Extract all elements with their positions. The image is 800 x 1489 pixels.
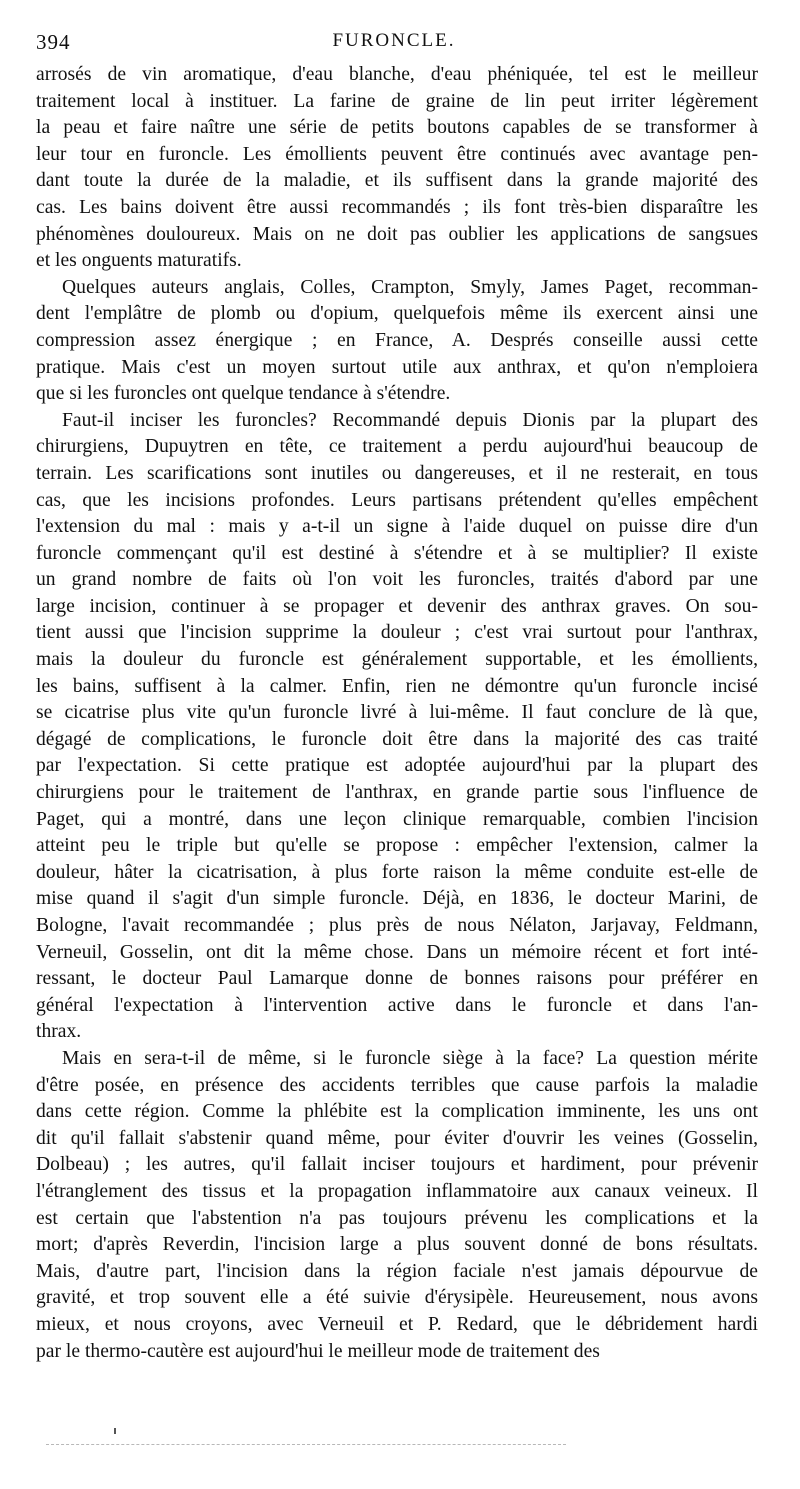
text-line: la peau et faire naître une série de petits boutons capables de se transformer à [36, 117, 758, 139]
text-line: mais la douleur du furoncle est généralement supportable, et les émollients, [36, 649, 758, 671]
text-line: mort; d'après Reverdin, l'incision large a plus souvent donné de bons résultats. [36, 1234, 758, 1256]
footer-rule [46, 1444, 566, 1445]
text-line: terrain. Les scarifications sont inutiles ou dangereuses, et il ne resterait, en tous [36, 462, 758, 484]
paragraph [36, 1046, 758, 1365]
text-line: dit qu'il fallait s'abstenir quand même, pour éviter d'ouvrir les veines (Gosselin, [36, 1127, 758, 1149]
text-line: ressant, le docteur Paul Lamarque donne de bonnes raisons pour préférer en [36, 968, 758, 990]
paragraph [36, 62, 758, 275]
text-line: par l'expectation. Si cette pratique est adoptée aujourd'hui par la plupart des [36, 755, 758, 777]
running-title: FURONCLE. [332, 30, 456, 51]
paragraph [36, 275, 758, 408]
text-line: douleur, hâter la cicatrisation, à plus forte raison la même conduite est-elle de [36, 861, 758, 883]
text-line: chirurgiens, Dupuytren en tête, ce traitement a perdu aujourd'hui beaucoup de [36, 436, 758, 458]
text-line: atteint peu le triple but qu'elle se propose : empêcher l'extension, calmer la [36, 835, 758, 857]
text-line: thrax. [36, 1021, 82, 1043]
text-line: l'étranglement des tissus et la propagation inflammatoire aux canaux veineux. Il [36, 1180, 758, 1202]
print-mark [114, 1428, 116, 1434]
text-line: se cicatrise plus vite qu'un furoncle livré à lui-même. Il faut conclure de là que, [36, 702, 758, 724]
text-line: tient aussi que l'incision supprime la douleur ; c'est vrai surtout pour l'anthrax, [36, 622, 758, 644]
text-line: compression assez énergique ; en France, A. Després conseille aussi cette [36, 329, 758, 351]
body-text [36, 62, 758, 1365]
text-line: traitement local à instituer. La farine de graine de lin peut irriter légèrement [36, 90, 758, 112]
text-line: les bains, suffisent à la calmer. Enfin, rien ne démontre qu'un furoncle incisé [36, 675, 758, 697]
text-line: gravité, et trop souvent elle a été suivie d'érysipèle. Heureusement, nous avons [36, 1287, 758, 1309]
text-line: chirurgiens pour le traitement de l'anthrax, en grande partie sous l'influence de [36, 782, 758, 804]
text-line: dégagé de complications, le furoncle doit être dans la majorité des cas traité [36, 728, 758, 750]
text-line: cas, que les incisions profondes. Leurs partisans prétendent qu'elles empêchent [36, 489, 758, 511]
text-line: mise quand il s'agit d'un simple furoncle. Déjà, en 1836, le docteur Marini, de [36, 888, 758, 910]
text-line: furoncle commençant qu'il est destiné à s'étendre et à se multiplier? Il existe [36, 542, 758, 564]
text-line: par le thermo-cautère est aujourd'hui le meilleur mode de traitement des [36, 1340, 600, 1362]
text-line: dant toute la durée de la maladie, et ils suffisent dans la grande majorité des [36, 170, 758, 192]
text-line: cas. Les bains doivent être aussi recommandés ; ils font très-bien disparaître les [36, 196, 758, 218]
text-line: un grand nombre de faits où l'on voit les furoncles, traités d'abord par une [36, 569, 758, 591]
text-line: dent l'emplâtre de plomb ou d'opium, quelquefois même ils exercent ainsi une [36, 303, 758, 325]
text-line: général l'expectation à l'intervention active dans le furoncle et dans l'an- [36, 994, 758, 1016]
text-line: d'être posée, en présence des accidents terribles que cause parfois la maladie [36, 1074, 758, 1096]
text-line: Faut-il inciser les furoncles? Recommandé depuis Dionis par la plupart des [62, 409, 758, 431]
text-line: l'extension du mal : mais y a-t-il un signe à l'aide duquel on puisse dire d'un [36, 516, 758, 538]
text-line: Verneuil, Gosselin, ont dit la même chose. Dans un mémoire récent et fort inté- [36, 941, 758, 963]
text-line: et les onguents maturatifs. [36, 250, 242, 272]
text-line: Paget, qui a montré, dans une leçon clinique remarquable, combien l'incision [36, 808, 758, 830]
text-line: large incision, continuer à se propager et devenir des anthrax graves. On sou- [36, 595, 758, 617]
text-line: que si les furoncles ont quelque tendance à s'étendre. [36, 383, 451, 405]
text-line: arrosés de vin aromatique, d'eau blanche, d'eau phéniquée, tel est le meilleur [36, 64, 758, 85]
page-number: 394 [36, 30, 71, 54]
text-line: pratique. Mais c'est un moyen surtout utile aux anthrax, et qu'on n'emploiera [36, 356, 758, 378]
paragraph [36, 408, 758, 1046]
text-line: Bologne, l'avait recommandée ; plus près de nous Nélaton, Jarjavay, Feldmann, [36, 915, 758, 936]
text-line: Quelques auteurs anglais, Colles, Crampton, Smyly, James Paget, recomman- [62, 276, 758, 298]
page-header [36, 30, 752, 60]
text-line: Mais en sera-t-il de même, si le furoncle siège à la face? La question mérite [62, 1047, 758, 1069]
text-line: Mais, d'autre part, l'incision dans la région faciale n'est jamais dépourvue de [36, 1260, 758, 1282]
text-line: est certain que l'abstention n'a pas toujours prévenu les complications et la [36, 1207, 758, 1229]
text-line: mieux, et nous croyons, avec Verneuil et P. Redard, que le débridement hardi [36, 1313, 758, 1335]
text-line: phénomènes douloureux. Mais on ne doit pas oublier les applications de sangsues [36, 223, 758, 245]
text-line: Dolbeau) ; les autres, qu'il fallait inciser toujours et hardiment, pour prévenir [36, 1154, 758, 1176]
text-line: dans cette région. Comme la phlébite est la complication imminente, les uns ont [36, 1101, 758, 1123]
text-line: leur tour en furoncle. Les émollients peuvent être continués avec avantage pen- [36, 143, 758, 165]
